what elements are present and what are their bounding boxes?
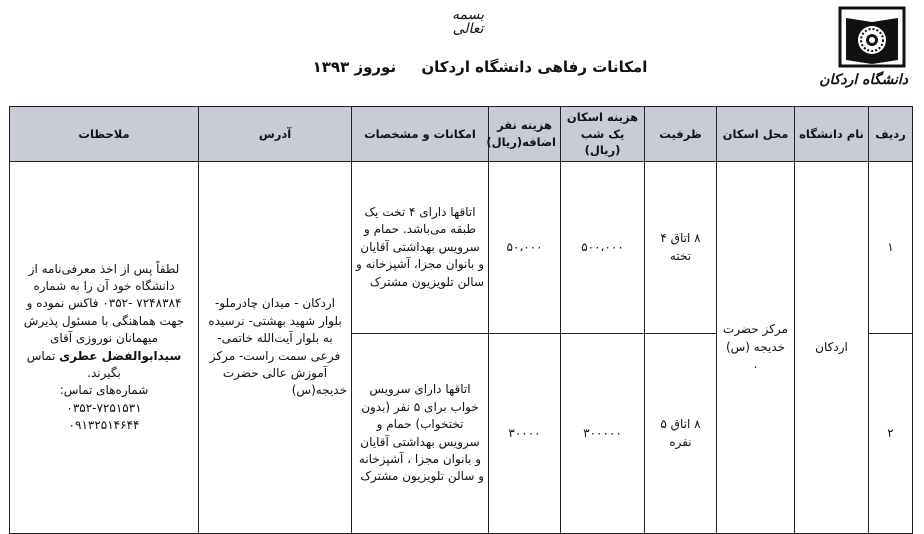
- notes-after-name: تماس بگیرند.: [26, 348, 121, 380]
- amenities-table: [9, 106, 913, 534]
- contact-name: سیدابوالفضل عطری: [59, 348, 182, 363]
- header-capacity: ظرفیت: [645, 107, 717, 162]
- cost-night-cell: ۵۰۰،۰۰۰: [561, 162, 645, 334]
- bismillah-heading: بسمه تعالی: [452, 7, 484, 37]
- header-notes: ملاحظات: [10, 107, 199, 162]
- title-date: نوروز ۱۳۹۳: [312, 58, 397, 76]
- phone-number-2: ۰۹۱۳۲۵۱۴۶۴۴: [68, 418, 140, 433]
- location-dot: .: [753, 357, 758, 372]
- university-logo: [819, 6, 908, 98]
- cost-night-cell: ۳۰۰۰۰۰: [561, 334, 645, 534]
- address-cell: اردکان - میدان چادرملو- بلوار شهید بهشتی- نرسیده به بلوار آیت‌الله خاتمی- فرعی سمت راست- مرکز آموزش عالی حضرت خدیجه(س): [199, 162, 352, 534]
- table-row: [10, 162, 913, 334]
- page-title: [300, 58, 660, 82]
- logo-caption: دانشگاه اردکان: [819, 72, 908, 88]
- book-emblem-icon: [838, 6, 906, 70]
- row-number: ۲: [869, 334, 913, 534]
- location-cell: [717, 162, 795, 534]
- notes-text: لطفاً پس از اخذ معرفی‌نامه از دانشگاه خود آن را به شماره ۷۲۴۸۳۸۴ -۰۳۵۲ فاکس نموده و جهت هماهنگی با مسئول پذیرش میهمانان نوروزی آقای: [23, 261, 185, 346]
- phone-number-1: ۰۳۵۲-۷۲۵۱۵۳۱: [66, 400, 142, 415]
- capacity-cell: ۸ اتاق ۵ نفره: [645, 334, 717, 534]
- amenities-cell: اتاقها دارای ۴ تخت یک طبقه می‌باشد. حمام و سرویس بهداشتی آقایان و بانوان مجزا، آشپزخانه و سالن تلویزیون مشترک: [352, 162, 489, 334]
- cost-extra-cell: ۳۰۰۰۰: [489, 334, 561, 534]
- title-main: امکانات رفاهی دانشگاه اردکان: [421, 58, 648, 76]
- amenities-cell: اتاقها دارای سرویس خواب برای ۵ نفر (بدون تختخواب) حمام و سرویس بهداشتی آقایان و بانوان مجزا ، آشپزخانه و سالن تلویزیون مشترک: [352, 334, 489, 534]
- location-name: مرکز حضرت خدیجه (س): [723, 322, 788, 354]
- header-location: محل اسکان: [717, 107, 795, 162]
- university-cell: اردکان: [795, 162, 869, 534]
- row-number: ۱: [869, 162, 913, 334]
- header-row-number: ردیف: [869, 107, 913, 162]
- cost-extra-cell: ۵۰،۰۰۰: [489, 162, 561, 334]
- header-cost-night: هزینه اسکان یک شب (ریال): [561, 107, 645, 162]
- table-header-row: [10, 107, 913, 162]
- header-cost-extra: هزینه نفر اضافه(ریال): [489, 107, 561, 162]
- capacity-cell: ۸ اتاق ۴ تخته: [645, 162, 717, 334]
- notes-cell: [10, 162, 199, 534]
- header-amenities: امکانات و مشخصات: [352, 107, 489, 162]
- phones-label: شماره‌های تماس:: [59, 383, 149, 398]
- header-address: آدرس: [199, 107, 352, 162]
- header-university: نام دانشگاه: [795, 107, 869, 162]
